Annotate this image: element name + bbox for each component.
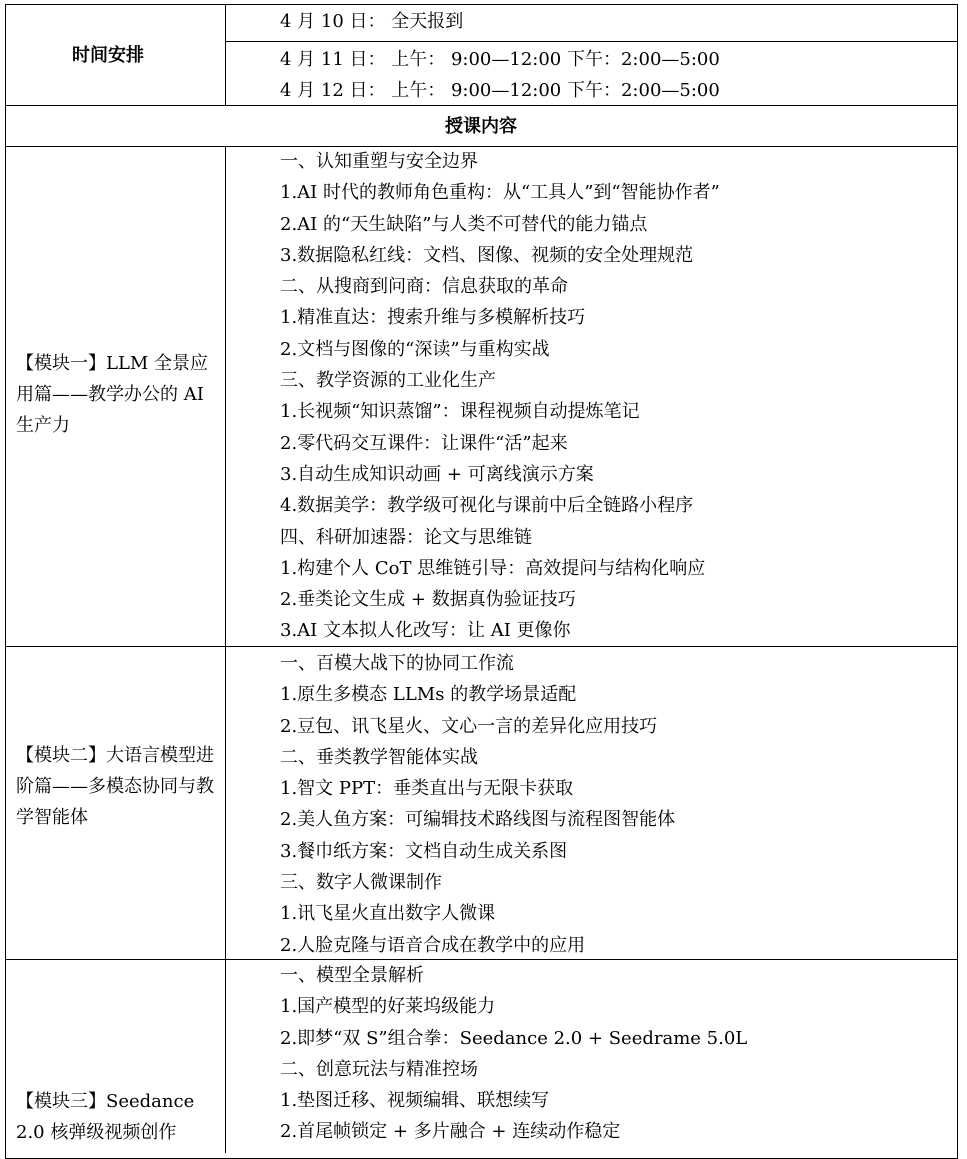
module-1-item: 四、科研加速器：论文与思维链 [280, 526, 532, 548]
schedule-day3: 4 月 12 日： 上午： 9:00—12:00 下午：2:00—5:00 [280, 80, 720, 101]
module-3-item: 2.首尾帧锁定 + 多片融合 + 连续动作稳定 [280, 1121, 621, 1143]
module-3-item: 二、创意玩法与精准控场 [280, 1058, 478, 1080]
column-divider-main [225, 146, 226, 1153]
module-3-item: 一、模型全景解析 [280, 965, 424, 986]
module-2-item: 一、百模大战下的协同工作流 [280, 653, 514, 674]
module-1-item: 2.AI 的“天生缺陷”与人类不可替代的能力锚点 [280, 213, 648, 235]
schedule-day1: 4 月 10 日： 全天报到 [280, 11, 464, 32]
module-1-title: 【模块一】LLM 全景应用篇——教学办公的 AI 生产力 [16, 353, 209, 436]
module-3-title: 【模块三】Seedance 2.0 核弹级视频创作 [16, 1091, 195, 1143]
module-1-item: 2.零代码交互课件：让课件“活”起来 [280, 432, 568, 454]
row-divider-day1 [225, 41, 958, 42]
module-2-item: 2.豆包、讯飞星火、文心一言的差异化应用技巧 [280, 715, 658, 737]
module-2-title: 【模块二】大语言模型进阶篇——多模态协同与教学智能体 [16, 745, 214, 828]
module-2-item: 三、数字人微课制作 [280, 872, 442, 894]
module-3-items [280, 960, 747, 1148]
module-2-item: 2.人脸克隆与语音合成在教学中的应用 [280, 934, 586, 956]
module-1-item: 4.数据美学：教学级可视化与课前中后全链路小程序 [280, 495, 694, 517]
schedule-day2: 4 月 11 日： 上午： 9:00—12:00 下午：2:00—5:00 [280, 49, 720, 70]
module-1-item: 3.AI 文本拟人化改写：让 AI 更像你 [280, 620, 571, 642]
module-2-item: 2.美人鱼方案：可编辑技术路线图与流程图智能体 [280, 809, 676, 831]
module-3-item: 2.即梦“双 S”组合拳：Seedance 2.0 + Seedrame 5.0L [280, 1027, 748, 1049]
module-1-item: 1.长视频“知识蒸馏”：课程视频自动提炼笔记 [280, 401, 640, 423]
module-2-item: 1.讯飞星火直出数字人微课 [280, 903, 496, 925]
module-1-item: 2.垂类论文生成 + 数据真伪验证技巧 [280, 589, 576, 611]
module-2-item: 1.原生多模态 LLMs 的教学场景适配 [280, 684, 577, 706]
content-header: 授课内容 [445, 116, 517, 137]
module-1-item: 三、教学资源的工业化生产 [280, 370, 496, 392]
module-1-item: 二、从搜商到问商：信息获取的革命 [280, 276, 568, 298]
module-2-item: 3.餐巾纸方案：文档自动生成关系图 [280, 840, 568, 862]
module-2-items [280, 648, 675, 961]
column-divider-top [225, 4, 226, 105]
module-1-items [280, 146, 720, 647]
module-1-item: 一、认知重塑与安全边界 [280, 151, 478, 172]
module-3-item: 1.垫图迁移、视频编辑、联想续写 [280, 1090, 550, 1112]
module-1-item: 1.构建个人 CoT 思维链引导：高效提问与结构化响应 [280, 557, 706, 579]
module-1-item: 1.精准直达：搜索升维与多模解析技巧 [280, 307, 586, 329]
module-1-item: 1.AI 时代的教师角色重构：从“工具人”到“智能协作者” [280, 182, 720, 204]
module-2-item: 二、垂类教学智能体实战 [280, 746, 478, 768]
schedule-label: 时间安排 [72, 45, 144, 66]
module-1-item: 2.文档与图像的“深读”与重构实战 [280, 338, 550, 360]
module-1-item: 3.自动生成知识动画 + 可离线演示方案 [280, 463, 594, 485]
module-1-item: 3.数据隐私红线：文档、图像、视频的安全处理规范 [280, 244, 694, 266]
module-3-item: 1.国产模型的好莱坞级能力 [280, 996, 496, 1018]
module-2-item: 1.智文 PPT：垂类直出与无限卡获取 [280, 778, 574, 800]
